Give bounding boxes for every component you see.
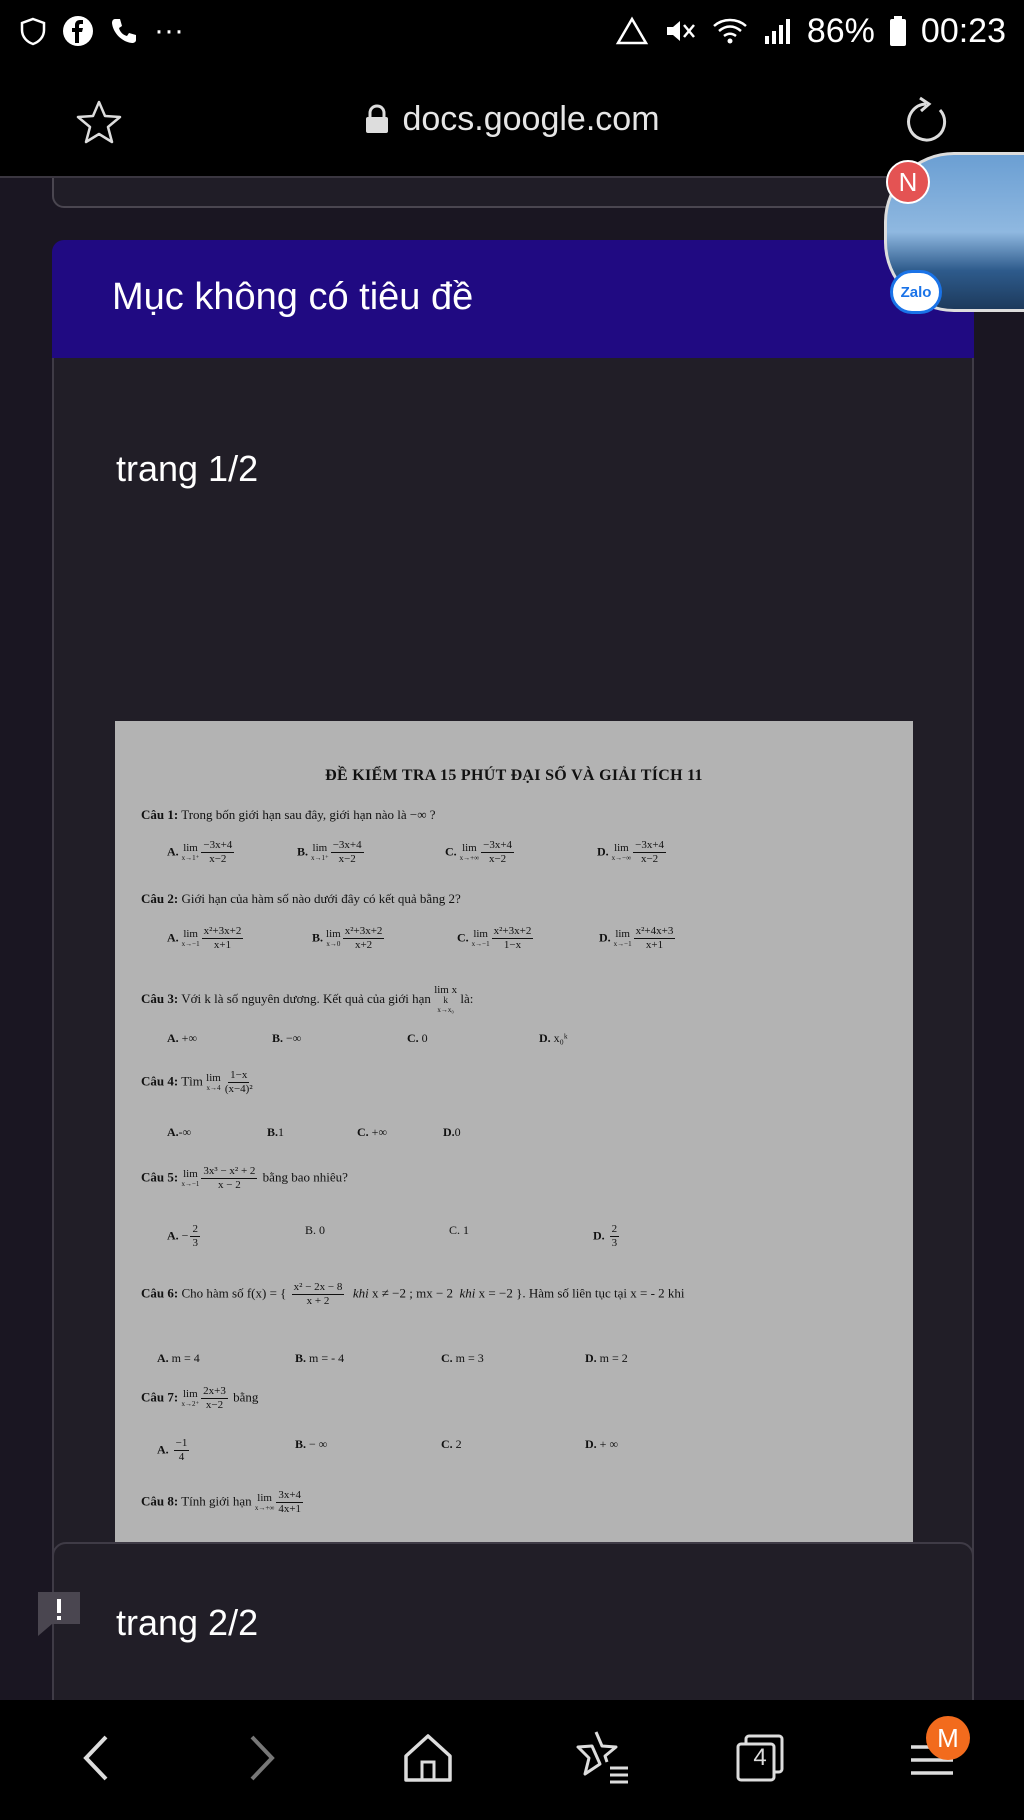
bookmarks-star-icon [570, 1728, 630, 1788]
question-2: Câu 2: Giới hạn của hàm số nào dưới đây có kết quả bằng 2? [141, 891, 461, 906]
tabs-button[interactable] [728, 1726, 792, 1790]
browser-address-bar [0, 62, 1024, 178]
page-2-label: trang 2/2 [116, 1602, 259, 1643]
phone-icon [108, 15, 140, 47]
page-card [52, 358, 974, 1690]
tab-count: 4 [753, 1744, 767, 1771]
home-icon [400, 1730, 456, 1786]
question-6: Câu 6: Cho hàm số f(x) = { $\frac{\text{x² − 2x − 8}}{x + 2}$ khi x ≠ −2 ; mx − 2 khi x = −2 }. Hàm số liên tục tại x = - 2 khi [141, 1281, 685, 1307]
clock: 00:23 [920, 11, 1006, 50]
previous-card [52, 178, 974, 208]
form-section-header [52, 240, 974, 358]
menu-notification-badge: M [926, 1716, 970, 1760]
page-content [0, 178, 1024, 1700]
page-label: trang 1/2 [116, 448, 259, 489]
question-3: Câu 3: Với k là số nguyên dương. Kết quả của giới hạn lim x k x→x₀ là: [141, 984, 474, 1014]
question-5: Câu 5: lim x→−1 $\frac{\text{3x³ − x² + 2}}{x - 2}$ bằng bao nhiêu? [141, 1165, 348, 1191]
zalo-icon[interactable]: Zalo [890, 270, 942, 314]
exam-title: ĐỀ KIỂM TRA 15 PHÚT ĐẠI SỐ VÀ GIẢI TÍCH 11 [325, 767, 703, 784]
feedback-icon[interactable] [34, 1588, 84, 1638]
facebook-icon [62, 15, 94, 47]
reload-icon[interactable] [900, 96, 952, 148]
notification-badge-n: N [886, 160, 930, 204]
wifi-icon [711, 16, 749, 46]
home-button[interactable] [396, 1726, 460, 1790]
page-2-card [52, 1542, 974, 1700]
data-saver-icon [615, 16, 649, 46]
signal-icon [763, 16, 793, 46]
mute-icon [663, 16, 697, 46]
back-arrow-icon [76, 1733, 116, 1783]
question-8: Câu 8: Tính giới hạn lim x→+∞ $\frac{3x+4}{4x+1}$ [141, 1489, 302, 1515]
question-4: Câu 4: Tìm lim x→4 $\frac{1-x}{\text{(x−4)²}}$ [141, 1069, 253, 1095]
exam-image: ĐỀ KIỂM TRA 15 PHÚT ĐẠI SỐ VÀ GIẢI TÍCH 11 Câu 1: Trong bốn giới hạn sau đây, giới hạn nào là −∞ ? A. lim x→1⁺ $\frac{-3x+4}{x-2}$ B. lim x→1⁺ $\frac{-3x+4}{x-2}$ C. lim x→+∞ $\frac{-3x+4}{x-2}$ D. lim x→−∞ $\frac{-3x+4}{x-2}$ Câu 2: Giới hạn của hàm số nào dưới đây có kết quả bằng 2? A. lim x→−1 $\frac{\text{x²+3x+2}}{x+1}$ B. lim x→0 $\frac{\text{x²+3x+2}}{x+2}$ C. lim x→−1 $\frac{\text{x²+3x+2}}{1-x}$ D. lim x→−1 $\frac{\text{x²+4x+3}}{x+1}$ Câu 3: Với k là số nguyên dương. Kết quả của giới hạn lim x k x→x₀ là: A. +∞ B. −∞ C. 0 D. x₀ᵏ Câu 4: Tìm lim x→4 $\frac{1-x}{\text{(x−4)²}}$ A.-∞ B.1 C. +∞ D.0 Câu 5: lim x→−1 $\frac{\text{3x³ − x² + 2}}{x - 2}$ bằng bao nhiêu? A. − $\frac{2}{3}$ B. 0 C. 1 D. $\frac{2}{3}$ Câu 6: Cho hàm số f(x) = { $\frac{\text{x² − 2x − 8}}{x + 2}$ khi x ≠ −2 ; mx − 2 khi x = −2 }. Hàm số liên tục tại x = - 2 khi A. m = 4 B. m = - 4 C. m = 3 D. m = 2 Câu 7: lim x→2⁺ $\frac{2x+3}{x-2}$ bằng A. $\frac{-1}{4}$ B. − ∞ C. 2 D. + ∞ Câu 8: Tính giới hạn lim x→+∞ $\frac{3x+4}{4x+1}$ [115, 721, 913, 1615]
back-button[interactable] [64, 1726, 128, 1790]
shield-icon [18, 16, 48, 46]
more-notifications-icon: ··· [154, 14, 184, 47]
battery-percent: 86% [806, 11, 875, 50]
forward-button[interactable] [230, 1726, 294, 1790]
bookmarks-button[interactable] [568, 1726, 632, 1790]
battery-icon [889, 15, 907, 47]
section-title: Mục không có tiêu đề [112, 276, 474, 318]
url-field[interactable] [0, 100, 1024, 139]
browser-bottom-bar [0, 1700, 1024, 1820]
url-text: docs.google.com [402, 100, 660, 138]
question-1: Câu 1: Trong bốn giới hạn sau đây, giới hạn nào là −∞ ? [141, 807, 436, 822]
forward-arrow-icon [242, 1733, 282, 1783]
status-bar [0, 0, 1024, 62]
question-7: Câu 7: lim x→2⁺ $\frac{2x+3}{x-2}$ bằng [141, 1385, 259, 1411]
lock-icon [364, 104, 390, 134]
